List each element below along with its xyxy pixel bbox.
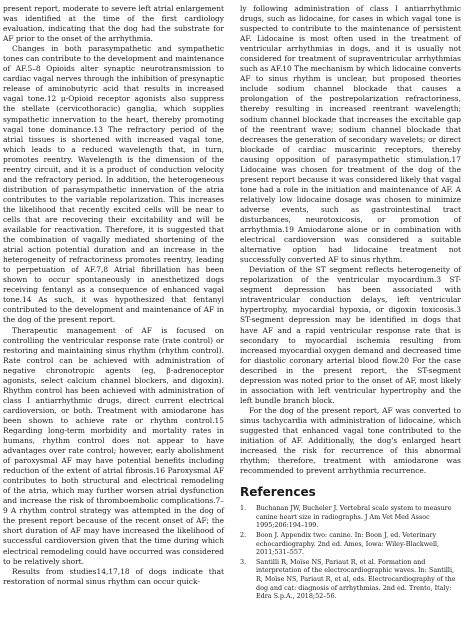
right-column [240,4,461,602]
paragraph: Therapeutic management of AF is focused on controlling the ventricular response rate (rate control) or restoring and maintaining sinus rhythm (rhythm control). Rate control can be achieved with administration of negative chronotropic agents (eg, β-adrenoceptor agonists, select calcium channel blockers, and digoxin). Rhythm control has been achieved with administration of class I antiarrhythmic drugs, direct current electrical cardioversion, or both. Treatment with amiodarone has been shown to achieve rate or rhythm control.15 Regarding long-term morbidity and mortality rates in humans, rhythm control does not appear to have advantages over rate control; however, early abolishment of paroxysmal AF may have potential benefits including reduction of the extent of atrial fibrosis.16 Paroxysmal AF contributes to both structural and electrical remodeling of the atria, which may further worsen atrial dysfunction and increase the risk of thromboembolic complications.7–9 A rhythm control strategy was attempted in the dog of the present report because of the recent onset of AF; the short duration of AF may have increased the likelihood of successful cardioversion given that the time during which electrical remodeling could have occurred was considered to be relatively short. [3,325,224,566]
paragraph: For the dog of the present report, AF was converted to sinus tachycardia with administration of lidocaine, which suggested that enhanced vagal tone contributed to the initiation of AF. Additionally, the dog's enlarged heart increased the risk for recurrence of this abnormal rhythm; therefore, treatment with amiodarone was recommended to prevent arrhythmia recurrence. [240,405,461,476]
paragraph: Results from studies14,17,18 of dogs indicate that restoration of normal sinus rhythm can occur quick- [3,566,224,586]
reference-text: Santilli R, Moïse NS, Pariaut R, et al. Formation and interpretation of the electrocardiographic waves. In: Santilli, R, Moïse NS, Pariaut R, et al, eds. Electrocardiography of the dog and cat: diagnosis of arrhythmias. 2nd ed. Trento, Italy: Edra S.p.A., 2018;52–56. [256,557,456,601]
reference-text: Buchanan JW, Bucheler J. Vertebral scale system to measure canine heart size in radiographs. J Am Vet Med Assoc 1995;206:194–199. [256,504,452,530]
references-heading: References [240,485,316,500]
paragraph: present report, moderate to severe left atrial enlargement was identified at the time of the first cardiology evaluation, indicating that the dog had the substrate for AF prior to the onset of the arrhythmia. [3,4,224,44]
reference-item [240,558,461,601]
reference-number: 2. [240,530,247,539]
paragraph: Changes in both parasympathetic and sympathetic tones can contribute to the development and maintenance of AF.5–8 Opioids alter synaptic neurotransmission to cardiac vagal nerves through the inhibition of presynaptic release of aminobutyric acid that results in increased vagal tone.12 μ-Opioid receptor agonists also suppress the stellate (cervicothoracic) ganglia, which supplies sympathetic innervation to the heart, thereby promoting vagal tone dominance.13 The refractory period of the atrial tissues is shortened with increased vagal tone, which leads to a reduced wavelength that, in turn, promotes reentry. Wavelength is the dimension of the reentry circuit, and it is a product of conduction velocity and the refractory period. In addition, the heterogeneous distribution of parasympathetic innervation of the atria contributes to the variable repolarization. This increases the likelihood that recently excited cells will be near to cells that are recovering their excitability and will be available for reactivation. Therefore, it is suggested that the combination of vagally mediated shortening of the atrial action potential duration and an increase in the heterogeneity of refractoriness promotes reentry, leading to perpetuation of AF.7,8 Atrial fibrillation has been shown to occur spontaneously in anesthetized dogs receiving fentanyl as a consequence of enhanced vagal tone.14 As such, it was hypothesized that fentanyl contributed to the development and maintenance of AF in the dog of the present report. [3,44,224,325]
left-column [3,4,224,587]
reference-item [240,531,461,557]
reference-number: 1. [240,504,247,513]
reference-number: 3. [240,557,247,566]
reference-text: Boon J. Appendix two: canine. In: Boon J, ed. Veterinary echocardiography. 2nd ed. Ames, Iowa: Wiley-Blackwell, 2011;531–557. [256,530,440,557]
paragraph: Deviation of the ST segment reflects heterogeneity of repolarization of the ventricular myocardium.3 ST-segment depression has been associated with intraventricular conduction delays, left ventricular hypertrophy, myocardial hypoxia, or digoxin toxicosis.3 ST-segment depression may be identified in dogs that have AF and a rapid ventricular response rate that is secondary to myocardial ischemia resulting from increased myocardial oxygen demand and decreased time for diastolic coronary arterial blood flow.20 For the case described in the present report, the ST-segment depression was noted prior to the onset of AF, most likely in association with left ventricular hypertrophy and the left bundle branch block. [240,265,461,405]
paragraph: ly following administration of class I antiarrhythmic drugs, such as lidocaine, for cases in which vagal tone is suspected to contribute to the maintenance of persistent AF. Lidocaine is most often used in the treatment of ventricular arrhythmias in dogs, and it is usually not considered for treatment of supraventricular arrhythmias such as AF.10 The mechanism by which lidocaine converts AF to sinus rhythm is unclear, but proposed theories include sodium channel blockade that causes a prolongation of the postrepolarization refractoriness, thereby resulting in increased reentrant wavelength; sodium channel blockade that increases the excitable gap of the reentrant wave; sodium channel blockade that decreases the generation of secondary wavelets; or direct blockade of cardiac muscarinic receptors, thereby causing opposition of parasympathetic stimulation.17 Lidocaine was chosen for treatment of the dog of the present report because it was considered likely that vagal tone had a role in the initiation and maintenance of AF. A relatively low lidocaine dosage was chosen to minimize adverse events, such as gastrointestinal tract disturbances, neurotoxicosis, or promotion of arrhythmia.19 Amiodarone alone or in combination with electrical cardioversion was considered a suitable alternative option had lidocaine treatment not successfully converted AF to sinus rhythm. [240,4,461,265]
reference-item [240,504,461,530]
